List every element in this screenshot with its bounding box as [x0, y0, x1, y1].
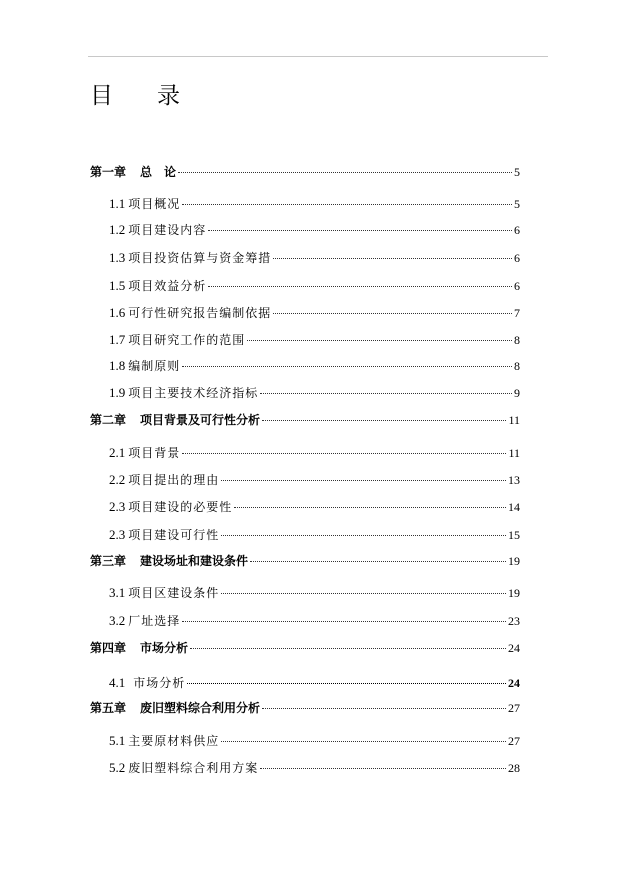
page-number: 24 — [508, 676, 520, 690]
toc-entry-label — [109, 733, 219, 749]
dot-leader — [260, 393, 512, 394]
entry-title: 建设场址和建设条件 — [140, 554, 249, 568]
entry-title: 项目主要技术经济指标 — [128, 386, 259, 400]
toc-entry-label — [109, 196, 180, 212]
page-number: 19 — [508, 586, 520, 600]
entry-title: 项目背景及可行性分析 — [140, 413, 261, 427]
page-number: 27 — [508, 734, 520, 748]
toc-chapter-entry[interactable] — [90, 640, 520, 656]
page-number: 8 — [514, 333, 520, 347]
toc-chapter-entry[interactable] — [90, 553, 520, 569]
toc-entry-label — [109, 472, 219, 488]
toc-entry-label — [109, 613, 180, 629]
page-number: 13 — [508, 473, 520, 487]
dot-leader — [182, 453, 506, 454]
page-number: 11 — [508, 446, 520, 460]
toc-section-entry[interactable] — [109, 385, 520, 401]
chapter-number: 第三章 — [90, 554, 127, 568]
toc-entry-label — [90, 164, 176, 180]
dot-leader — [273, 258, 512, 259]
toc-entry-label — [109, 385, 258, 401]
entry-title: 项目背景 — [128, 446, 181, 460]
dot-leader — [221, 480, 506, 481]
page-number: 24 — [508, 641, 520, 655]
toc-entry-label — [90, 412, 260, 428]
section-number: 3.2 — [109, 613, 126, 628]
heading-char-1: 目 — [90, 83, 113, 109]
dot-leader — [262, 708, 506, 709]
toc-entry-label — [109, 585, 219, 601]
toc-entry-label — [109, 675, 185, 691]
toc-section-entry[interactable] — [109, 760, 520, 776]
section-number: 1.7 — [109, 332, 126, 347]
entry-title: 废旧塑料综合利用方案 — [128, 761, 259, 775]
section-number: 2.2 — [109, 472, 126, 487]
chapter-number: 第四章 — [90, 641, 127, 655]
toc-entry-label — [109, 358, 180, 374]
page-number: 6 — [514, 251, 520, 265]
heading-char-2: 录 — [157, 83, 180, 109]
dot-leader — [221, 593, 506, 594]
page-number: 7 — [514, 306, 520, 320]
chapter-number: 第二章 — [90, 413, 127, 427]
toc-section-entry[interactable] — [109, 472, 520, 488]
toc-section-entry[interactable] — [109, 733, 520, 749]
page-number: 5 — [514, 165, 520, 179]
toc-section-entry[interactable] — [109, 613, 520, 629]
entry-title: 项目投资估算与资金筹措 — [128, 251, 272, 265]
page-number: 11 — [508, 413, 520, 427]
dot-leader — [178, 172, 512, 173]
dot-leader — [260, 768, 506, 769]
toc-heading — [90, 77, 180, 110]
entry-title: 项目建设可行性 — [128, 528, 220, 542]
entry-title: 项目建设内容 — [128, 223, 207, 237]
page-number: 6 — [514, 223, 520, 237]
section-number: 1.1 — [109, 196, 126, 211]
entry-title: 市场分析 — [133, 676, 186, 690]
page-number: 6 — [514, 279, 520, 293]
page-number: 8 — [514, 359, 520, 373]
dot-leader — [187, 683, 506, 684]
dot-leader — [250, 561, 506, 562]
dot-leader — [273, 313, 512, 314]
toc-section-entry[interactable] — [109, 527, 520, 543]
entry-title: 项目概况 — [128, 197, 181, 211]
toc-section-entry[interactable] — [109, 358, 520, 374]
toc-section-entry[interactable] — [109, 332, 520, 348]
toc-entry-label — [109, 278, 206, 294]
dot-leader — [247, 340, 512, 341]
dot-leader — [208, 286, 512, 287]
entry-title: 编制原则 — [128, 359, 181, 373]
toc-entry-label — [109, 222, 206, 238]
entry-title: 总 论 — [140, 165, 177, 179]
entry-title: 项目效益分析 — [128, 279, 207, 293]
toc-section-entry[interactable] — [109, 222, 520, 238]
dot-leader — [234, 507, 506, 508]
toc-entry-label — [109, 445, 180, 461]
toc-section-entry[interactable] — [109, 278, 520, 294]
chapter-number: 第五章 — [90, 701, 127, 715]
toc-entry-label — [109, 527, 219, 543]
toc-chapter-entry[interactable] — [90, 412, 520, 428]
entry-title: 项目建设的必要性 — [128, 500, 233, 514]
entry-title: 可行性研究报告编制依据 — [128, 306, 272, 320]
section-number: 1.9 — [109, 385, 126, 400]
toc-section-entry[interactable] — [109, 445, 520, 461]
page-number: 28 — [508, 761, 520, 775]
toc-entry-label — [90, 640, 188, 656]
toc-entry-label — [90, 553, 248, 569]
toc-section-entry[interactable] — [109, 305, 520, 321]
toc-section-entry[interactable] — [109, 675, 520, 691]
entry-title: 废旧塑料综合利用分析 — [140, 701, 261, 715]
toc-section-entry[interactable] — [109, 585, 520, 601]
section-number: 2.3 — [109, 499, 126, 514]
chapter-number: 第一章 — [90, 165, 127, 179]
entry-title: 项目区建设条件 — [128, 586, 220, 600]
toc-entry-label — [90, 700, 260, 716]
page-number: 19 — [508, 554, 520, 568]
section-number: 1.6 — [109, 305, 126, 320]
page-number: 27 — [508, 701, 520, 715]
page-number: 23 — [508, 614, 520, 628]
page-number: 15 — [508, 528, 520, 542]
toc-section-entry[interactable] — [109, 196, 520, 212]
section-number: 5.1 — [109, 733, 126, 748]
section-number: 3.1 — [109, 585, 126, 600]
dot-leader — [221, 535, 506, 536]
section-number: 1.8 — [109, 358, 126, 373]
dot-leader — [221, 741, 506, 742]
entry-title: 项目研究工作的范围 — [128, 333, 246, 347]
section-number: 5.2 — [109, 760, 126, 775]
page-number: 5 — [514, 197, 520, 211]
dot-leader — [182, 366, 512, 367]
entry-title: 项目提出的理由 — [128, 473, 220, 487]
toc-section-entry[interactable] — [109, 499, 520, 515]
section-number: 1.2 — [109, 222, 126, 237]
toc-chapter-entry[interactable] — [90, 700, 520, 716]
entry-title: 厂址选择 — [128, 614, 181, 628]
entry-title: 市场分析 — [140, 641, 189, 655]
section-number: 1.3 — [109, 250, 126, 265]
section-number: 2.3 — [109, 527, 126, 542]
toc-entry-label — [109, 305, 271, 321]
dot-leader — [182, 204, 512, 205]
section-number: 2.1 — [109, 445, 126, 460]
top-divider — [88, 56, 548, 57]
dot-leader — [190, 648, 506, 649]
toc-entry-label — [109, 332, 245, 348]
entry-title: 主要原材料供应 — [128, 734, 220, 748]
page-number: 14 — [508, 500, 520, 514]
section-number: 4.1 — [109, 675, 126, 690]
dot-leader — [208, 230, 512, 231]
dot-leader — [182, 621, 506, 622]
toc-chapter-entry[interactable] — [90, 164, 520, 180]
toc-entry-label — [109, 250, 271, 266]
toc-entry-label — [109, 499, 232, 515]
section-number: 1.5 — [109, 278, 126, 293]
page-number: 9 — [514, 386, 520, 400]
toc-entry-label — [109, 760, 258, 776]
dot-leader — [262, 420, 506, 421]
toc-section-entry[interactable] — [109, 250, 520, 266]
